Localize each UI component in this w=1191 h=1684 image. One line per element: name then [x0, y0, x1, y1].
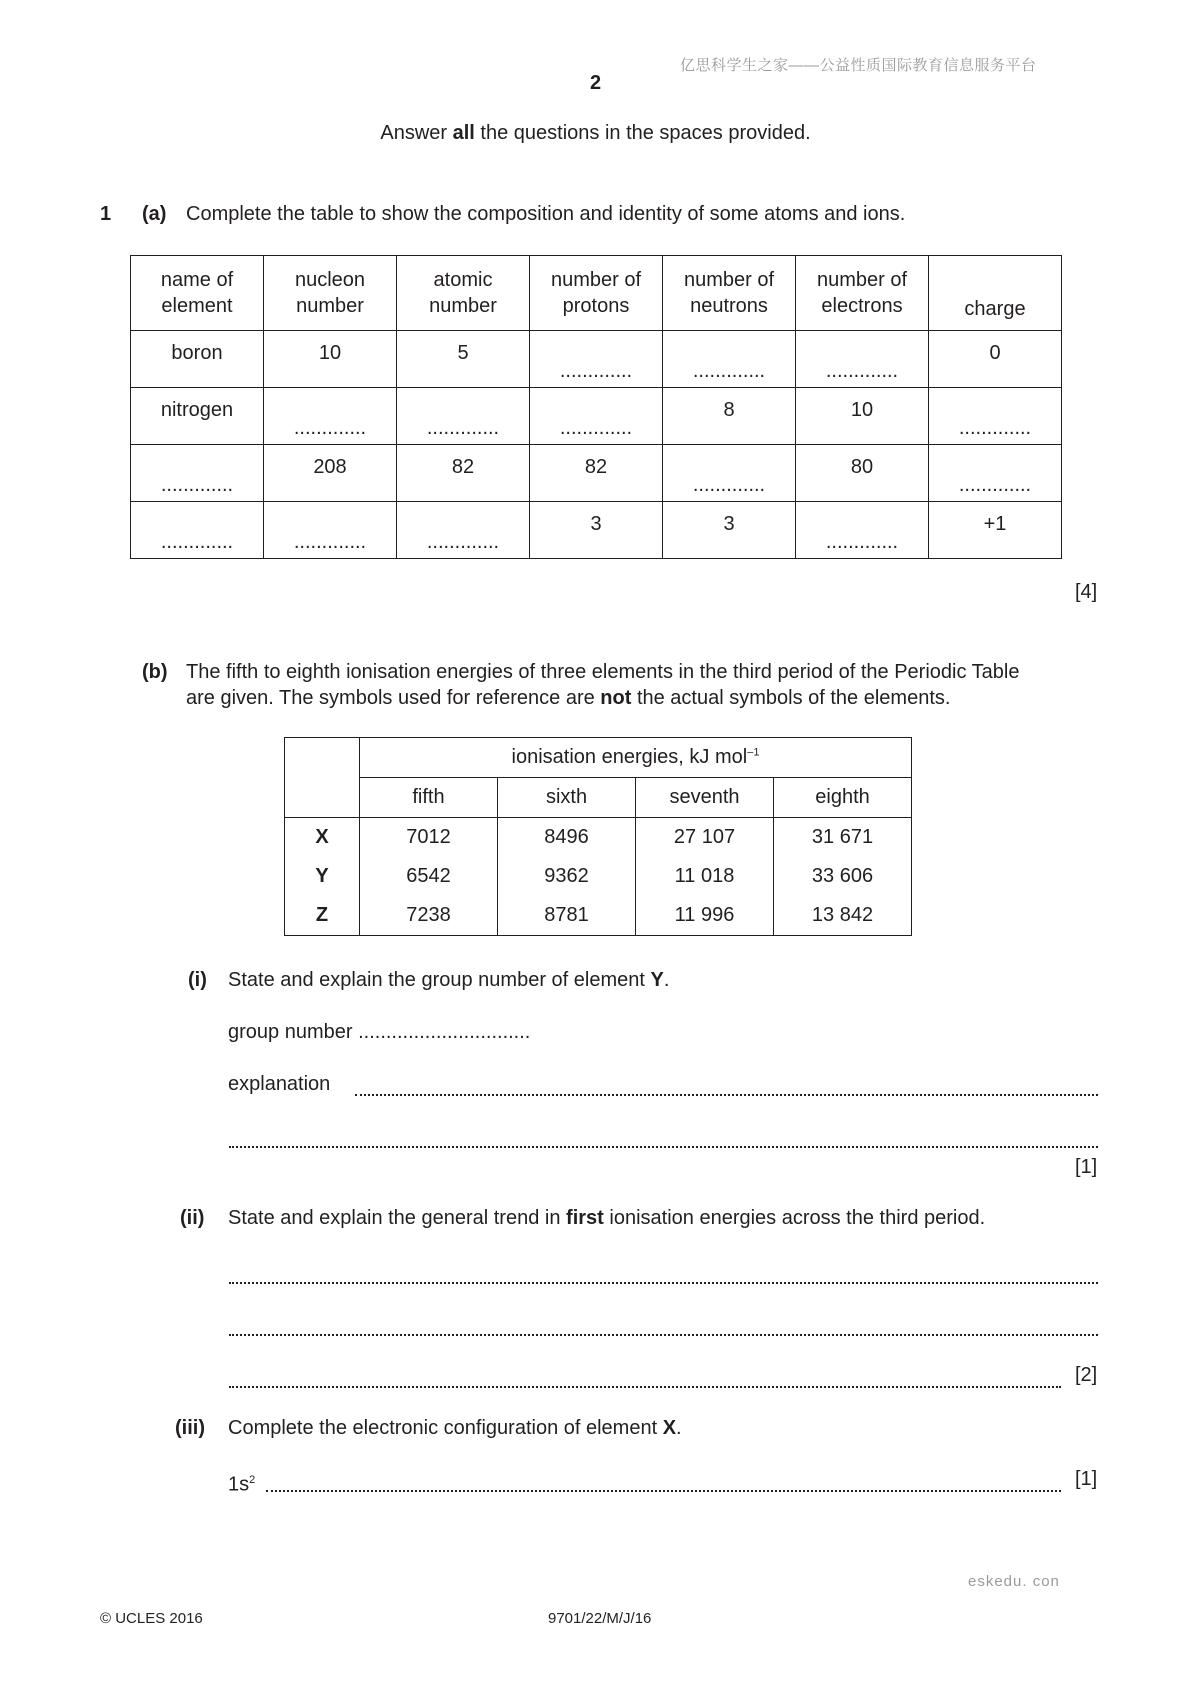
ie-value: 6542: [360, 857, 498, 896]
ie-table-title: ionisation energies, kJ mol$^{-1}$: [360, 738, 912, 778]
part-b-iii-text: Complete the electronic configuration of element X.: [228, 1417, 682, 1439]
ionisation-energy-table: [284, 737, 912, 936]
answer-blank[interactable]: .............: [131, 502, 264, 559]
ie-column-header: sixth: [498, 778, 636, 818]
part-a-marks: [4]: [1075, 581, 1098, 603]
ie-value: 33 606: [774, 857, 912, 896]
part-b-i-label: (i): [188, 969, 207, 991]
table-cell: 8: [663, 388, 796, 445]
part-b-i-marks: [1]: [1075, 1156, 1098, 1178]
part-b-ii-text: State and explain the general trend in first ionisation energies across the third period.: [228, 1207, 986, 1229]
answer-blank[interactable]: .............: [929, 445, 1062, 502]
answer-blank[interactable]: .............: [530, 331, 663, 388]
ie-value: 31 671: [774, 818, 912, 858]
table-cell: boron: [131, 331, 264, 388]
part-b-ii-label: (ii): [180, 1207, 205, 1229]
trend-answer-line-2[interactable]: [229, 1334, 1098, 1336]
table-cell: 3: [663, 502, 796, 559]
ie-table-corner: [285, 738, 360, 818]
explanation-answer-line-1[interactable]: [355, 1094, 1098, 1096]
ie-value: 7012: [360, 818, 498, 858]
header-cell: number of electrons: [796, 256, 929, 331]
group-number-answer-line[interactable]: ...............................: [358, 1021, 531, 1043]
ie-value: 9362: [498, 857, 636, 896]
header-cell: number of protons: [530, 256, 663, 331]
answer-blank[interactable]: .............: [264, 502, 397, 559]
ie-value: 11 018: [636, 857, 774, 896]
header-cell: atomic number: [397, 256, 530, 331]
answer-blank[interactable]: .............: [397, 502, 530, 559]
table-cell: 5: [397, 331, 530, 388]
table-row: [131, 331, 1062, 388]
answer-blank[interactable]: .............: [796, 502, 929, 559]
answer-blank[interactable]: .............: [530, 388, 663, 445]
table-row: [131, 502, 1062, 559]
footer-copyright: © UCLES 2016: [100, 1610, 203, 1627]
table-cell: 208: [264, 445, 397, 502]
ie-column-header: seventh: [636, 778, 774, 818]
table-row: [285, 818, 912, 858]
table-cell: 10: [264, 331, 397, 388]
answer-blank[interactable]: .............: [663, 331, 796, 388]
header-cell: number of neutrons: [663, 256, 796, 331]
ie-value: 27 107: [636, 818, 774, 858]
footer-watermark: eskedu. con: [968, 1573, 1060, 1590]
answer-blank[interactable]: .............: [663, 445, 796, 502]
table-row: [285, 896, 912, 936]
header-cell: name of element: [131, 256, 264, 331]
table-row: [131, 445, 1062, 502]
electronic-config-start: $1s^2$: [228, 1473, 256, 1496]
header-cell: charge: [929, 256, 1062, 331]
footer-paper-code: 9701/22/M/J/16: [548, 1610, 652, 1627]
table-row: [285, 857, 912, 896]
header-watermark: 亿思科学生之家——公益性质国际教育信息服务平台: [680, 57, 1037, 74]
ie-value: 13 842: [774, 896, 912, 936]
table-cell: 3: [530, 502, 663, 559]
part-b-iii-marks: [1]: [1075, 1468, 1098, 1490]
group-number-label: group number ...............................: [228, 1021, 531, 1043]
composition-table: [130, 255, 1062, 559]
answer-blank[interactable]: .............: [397, 388, 530, 445]
trend-answer-line-3[interactable]: [229, 1386, 1061, 1388]
element-label: Z: [285, 896, 360, 936]
table-row: [131, 388, 1062, 445]
part-b-ii-marks: [2]: [1075, 1364, 1098, 1386]
composition-table-header: [131, 256, 1062, 331]
explanation-label: explanation: [228, 1073, 331, 1095]
table-cell: +1: [929, 502, 1062, 559]
part-b-text-line2: are given. The symbols used for reference are not the actual symbols of the elements.: [186, 687, 951, 709]
ie-column-header: fifth: [360, 778, 498, 818]
element-label: Y: [285, 857, 360, 896]
part-b-text-line1: The fifth to eighth ionisation energies of three elements in the third period of the Periodic Table: [186, 661, 1020, 683]
table-cell: 82: [530, 445, 663, 502]
question-number: 1: [100, 203, 112, 225]
ie-value: 8781: [498, 896, 636, 936]
page-number: 2: [589, 72, 602, 94]
part-b-i-text: State and explain the group number of element Y.: [228, 969, 670, 991]
answer-blank[interactable]: .............: [131, 445, 264, 502]
table-cell: 10: [796, 388, 929, 445]
answer-blank[interactable]: .............: [796, 331, 929, 388]
explanation-answer-line-2[interactable]: [229, 1146, 1098, 1148]
table-cell: 80: [796, 445, 929, 502]
part-a-label: (a): [142, 203, 167, 225]
ie-column-header: eighth: [774, 778, 912, 818]
table-cell: 82: [397, 445, 530, 502]
part-b-label: (b): [142, 661, 168, 683]
ie-value: 7238: [360, 896, 498, 936]
table-cell: nitrogen: [131, 388, 264, 445]
part-b-iii-label: (iii): [175, 1417, 205, 1439]
table-cell: 0: [929, 331, 1062, 388]
electronic-config-answer-line[interactable]: [266, 1490, 1061, 1492]
trend-answer-line-1[interactable]: [229, 1282, 1098, 1284]
ie-value: 11 996: [636, 896, 774, 936]
part-a-text: Complete the table to show the composition and identity of some atoms and ions.: [186, 203, 906, 225]
answer-blank[interactable]: .............: [929, 388, 1062, 445]
header-cell: nucleon number: [264, 256, 397, 331]
answer-blank[interactable]: .............: [264, 388, 397, 445]
ie-value: 8496: [498, 818, 636, 858]
element-label: X: [285, 818, 360, 858]
instructions: Answer all the questions in the spaces provided.: [380, 122, 811, 144]
